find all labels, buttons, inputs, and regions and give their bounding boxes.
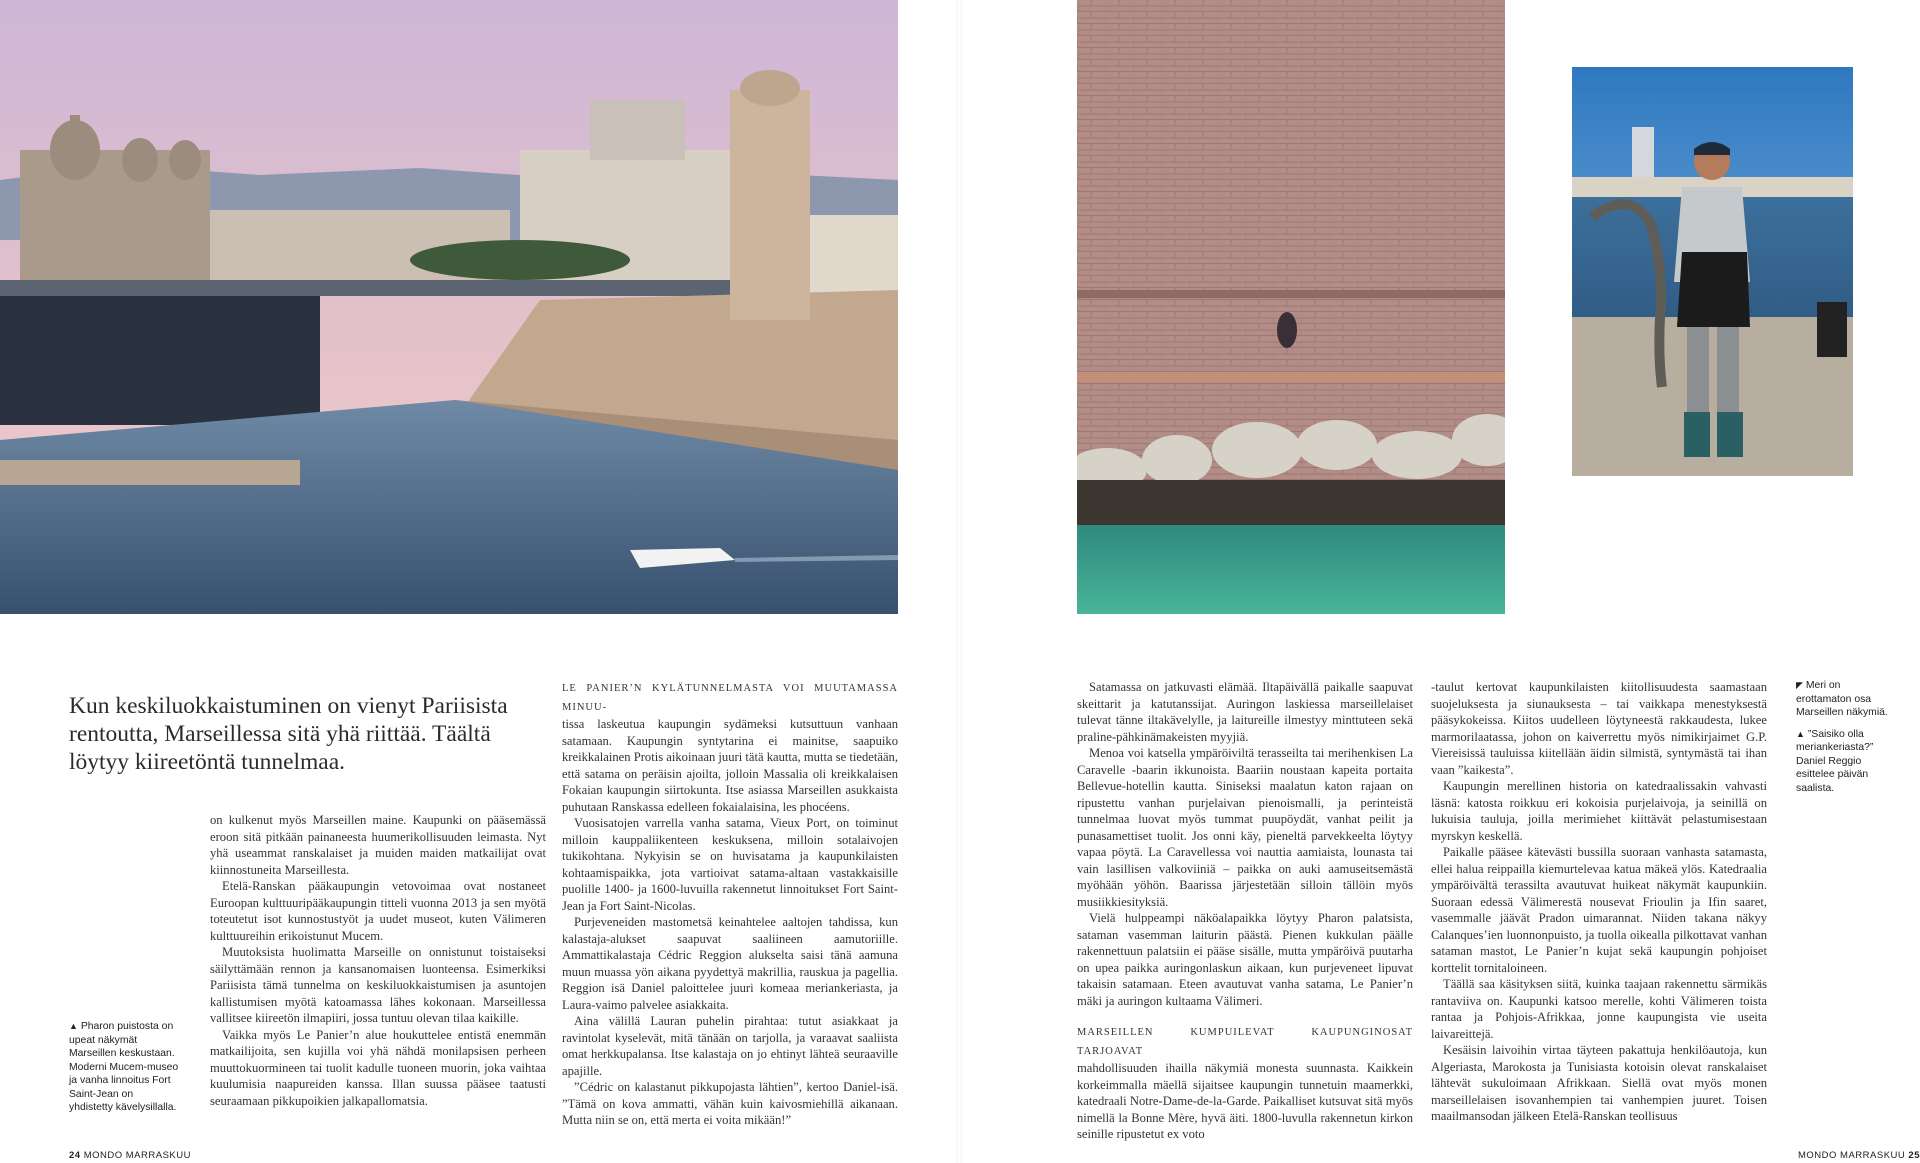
paragraph: Kesäisin laivoihin virtaa täyteen pakattuja henkilöautoja, kun Algeriasta, Marokosta ja Tunisiasta kotoisin olevat ranskalaiset lähtevät sukuloimaan Afrikkaan. Siellä ovat myös monen marseillelaisen isovanhempien tai vanhempien juuret. Toisen maailmansodan jälkeen Etelä-Ranskan teollisuus [1431, 1043, 1767, 1123]
folio-right [1798, 1150, 1920, 1161]
paragraph: Muutoksista huolimatta Marseille on onnistunut toistaiseksi säilyttämään rennon ja kansanomaisen luonteensa. Esimerkiksi Pariisista tämä tunnelma on keskiluokkaistumisen ja asuntojen kallistumisen myötä katoamassa lähes kokonaan. Marseillessa vallitsee kiireetön ilmapiiri, jossa tuntuu olevan tilaa kaikille. [210, 945, 546, 1025]
paragraph: Paikalle pääsee kätevästi bussilla suoraan vanhasta satamasta, ellei halua reippailla kiemurtelevaa katua mäkeä ylös. Katedraalia ympäröivältä terassilta avautuvat huikeat näkymät kaupunkiin. Suoraan edessä Välimerestä nousevat Frioulin ja Ifin saaret, vasemmalle jäävät Pradon uimarannat. Niiden takana näkyy Calanques’ien luonnonpuisto, ja tuolla oikealla pilkottavat vanhan sataman mastot, Le Panier’n kujat sekä kaupungin pohjoiset korttelit tornitaloineen. [1431, 845, 1767, 975]
paragraph: Vaikka myös Le Panier’n alue houkuttelee entistä enemmän matkailijoita, sen kujilla voi yhä nähdä monilapsisen perheen muuttokuormineen tai tuolit kadulle tuoneen muorin, joka vaihtaa kuulumisia naapureiden kanssa. Illan suussa pääsee taatusti seuraamaan pikkupoikien jalkapallomatsia. [210, 1027, 546, 1108]
paragraph: Satamassa on jatkuvasti elämää. Iltapäivällä paikalle saapuvat skeittarit ja katutanssijat. Auringon laskiessa marseillelaiset tulevat tänne iltakävelylle, ja laitureille ilmestyy minttuteen sekä praline-pähkinämakeisten myyjiä. [1077, 680, 1413, 744]
page-number: 25 [1908, 1150, 1920, 1161]
paragraph: Etelä-Ranskan pääkaupungin vetovoimaa ovat nostaneet Euroopan kulttuuripääkaupungin titteli vuonna 2013 ja sen myötä toteutetut isot kunnostustyöt ja uudet museot, kuten Välimeren kulttuureihin erikoistunut Mucem. [210, 879, 546, 943]
caption-text: Pharon puistosta on upeat näkymät Marseillen keskustaan. Moderni Mucem-museo ja vanha linnoitus Fort Saint-Jean on yhdistetty kävelysillalla. [69, 1021, 179, 1113]
paragraph: Vielä hulppeampi näköalapaikka löytyy Pharon palatsista, sataman vasemman laiturin päästä. Pienen kukkulan päälle rakennettuun palatsiin ei pääse sisälle, mutta ympäröivä puutarha on upea paikka auringonlaskun aikaan, kun purjeveneet lipuvat takaisin satamaan. Eteen avautuvat vanha satama, Le Panier’n mäki ja auringon kultaama Välimeri. [1077, 911, 1413, 1008]
page-number: 24 [69, 1150, 81, 1161]
paragraph: ”Cédric on kalastanut pikkupojasta lähtien”, kertoo Daniel-isä. ”Tämä on kova ammatti, vähän kuin kaivosmiehillä aikanaan. Mutta niin se on, että merta ei voita mikään!” [562, 1080, 898, 1127]
triangle-down-left-icon: ◤ [1796, 680, 1803, 690]
paragraph: Kaupungin merellinen historia on katedraalissakin vahvasti läsnä: katosta roikkuu eri kokoisia purjelaivoja, ja seinillä on lukuisia tauluja, joilla merimiehet kiittävät pelastumisestaan myrskyn keskellä. [1431, 779, 1767, 843]
text-column-4 [1431, 679, 1767, 1125]
magazine-name: MONDO MARRASKUU [83, 1150, 191, 1161]
caption-text: Meri on erottamaton osa Marseillen näkymiä. [1796, 680, 1888, 718]
photo-fort-wall [1077, 0, 1505, 614]
paragraph: Vuosisatojen varrella vanha satama, Vieux Port, on toiminut milloin kauppaliikenteen keskuksena, milloin sotalaivojen tukikohtana. Nykyisin se on huvisatama ja kaupunkilaisten kohtaamispaikka, jota vartioivat satama-altaan vastakkaisille puolille 1400- ja 1600-luvuilla rakennetut linnoitukset Fort Saint-Jean ja Fort Saint-Nicolas. [562, 816, 898, 913]
paragraph: tissa laskeutua kaupungin sydämeksi kutsuttuun vanhaan satamaan. Kaupungin syntytarina ei mainitse, saapuiko kreikkalainen Protis aikoinaan juuri tätä kautta, mutta se tiedetään, että satama on peräisin ajoilta, jolloin Massalia oli kreikkalaisen Fokaian kaupungin siirtokunta. Itse asiassa Marseillen asukkaista puhutaan Ranskassa edelleen fokaialaisina, les phocéens. [562, 717, 898, 814]
paragraph: Aina välillä Lauran puhelin pirahtaa: tutut asiakkaat ja ravintolat kyselevät, mitä tänään on tarjolla, ja varaavat saaliista omat herkkupalansa. Itse kalastaja on jo ehtinyt lähteä seuraaville apajille. [562, 1014, 898, 1078]
paragraph: Täällä saa käsityksen siitä, kuinka taajaan rakennettu särmikäs rantaviiva on. Kaupunki katsoo merelle, kohti Välimeren toista rantaa ja Pohjois-Afrikkaa, jonne kaupungista vie useita laivareittejä. [1431, 977, 1767, 1041]
text-column-1 [210, 812, 546, 1109]
caption-text: ”Saisiko olla meriankeriasta?” Daniel Reggio esittelee päivän saalista. [1796, 728, 1874, 794]
photo-caption-harbor [69, 1020, 179, 1115]
text-column-3 [1077, 679, 1413, 1143]
photo-harbor-panorama [0, 0, 898, 614]
text-column-2 [562, 679, 898, 1129]
paragraph: -taulut kertovat kaupunkilaisten kiitollisuudesta saamastaan suojeluksesta ja siunauksesta – tai vaikkapa menestyksestä pääsykokeissa. Kiitos uudelleen löytyneestä rakkaudesta, lukee marmorilaatassa, johon on kaiverrettu myös nimikirjaimet G.P. Viereisissä tauluissa kiitellään äidin silmistä, syntymästä tai ihan vaan ”kaikesta”. [1431, 680, 1767, 777]
section-lead-in: LE PANIER’N KYLÄTUNNELMASTA VOI MUUTAMASSA MINUU- [562, 683, 898, 713]
magazine-name: MONDO MARRASKUU [1798, 1150, 1906, 1161]
photo-fisherman [1572, 67, 1853, 476]
paragraph: mahdollisuuden ihailla näkymiä monesta suunnasta. Kaikkein korkeimmalla mäellä sijaitsee kaupungin tunnetuin maamerkki, katedraali Notre-Dame-de-la-Garde. Paikalliset kutsuvat sitä myös nimellä la Bonne Mère, hyvä äiti. 1800-luvulla rakennetun kirkon seinille ripustetut ex voto [1077, 1061, 1413, 1141]
triangle-up-icon: ▲ [1796, 728, 1805, 739]
page-gutter [956, 0, 962, 1163]
photo-captions-right [1796, 679, 1896, 803]
triangle-up-icon: ▲ [69, 1021, 78, 1031]
folio-left [69, 1150, 191, 1161]
section-lead-in: MARSEILLEN KUMPUILEVAT KAUPUNGINOSAT TARJOAVAT [1077, 1027, 1413, 1057]
article-headline: Kun keskiluokkaistuminen on vienyt Pariisista rentoutta, Marseillessa sitä yhä riittää. Täältä löytyy kiireetöntä tunnelmaa. [69, 693, 508, 775]
paragraph: Purjeveneiden mastometsä keinahtelee aaltojen tahdissa, kun kalastaja-alukset saapuvat saaliineen aamutoriille. Ammattikalastaja Cédric Reggion alukselta saisi tänä aamuna muun muassa yön aikana pyydettyä makrillia, rauskua ja pagellia. Reggion isä Daniel paloittelee juuri komeaa meriankeriasta, ja Laura-vaimo palvelee asiakkaita. [562, 915, 898, 1012]
paragraph: on kulkenut myös Marseillen maine. Kaupunki on pääsemässä eroon sitä pitkään painaneesta huumerikollisuuden leimasta. Nyt yhä useammat ranskalaiset ja muiden maiden matkailijat ovat kiinnostuneita Marseillesta. [210, 813, 546, 877]
paragraph: Menoa voi katsella ympäröiviltä terasseilta tai merihenkisen La Caravelle -baarin ikkunoista. Baariin noustaan kapeita portaita Bellevue-hotellin kautta. Siniseksi maalatun katon rajaan on ripustettu vanhan purjelaivan pienoismalli, ja perinteistä tunnelmaa luovat myös tummat puupöydät, vanhat peilit ja punasamettiset tuolit. Jos onni käy, pieneltä parvekkeelta löytyy vapaa pöytä. La Caravellessa voi nauttia aamiaista, lounasta tai vain lasillisen valkoviiniä – paikka on auki aamuseitsemästä myöhään yöhön. Baarissa järjestetään silloin tällöin myös musiikkiesityksiä. [1077, 746, 1413, 909]
